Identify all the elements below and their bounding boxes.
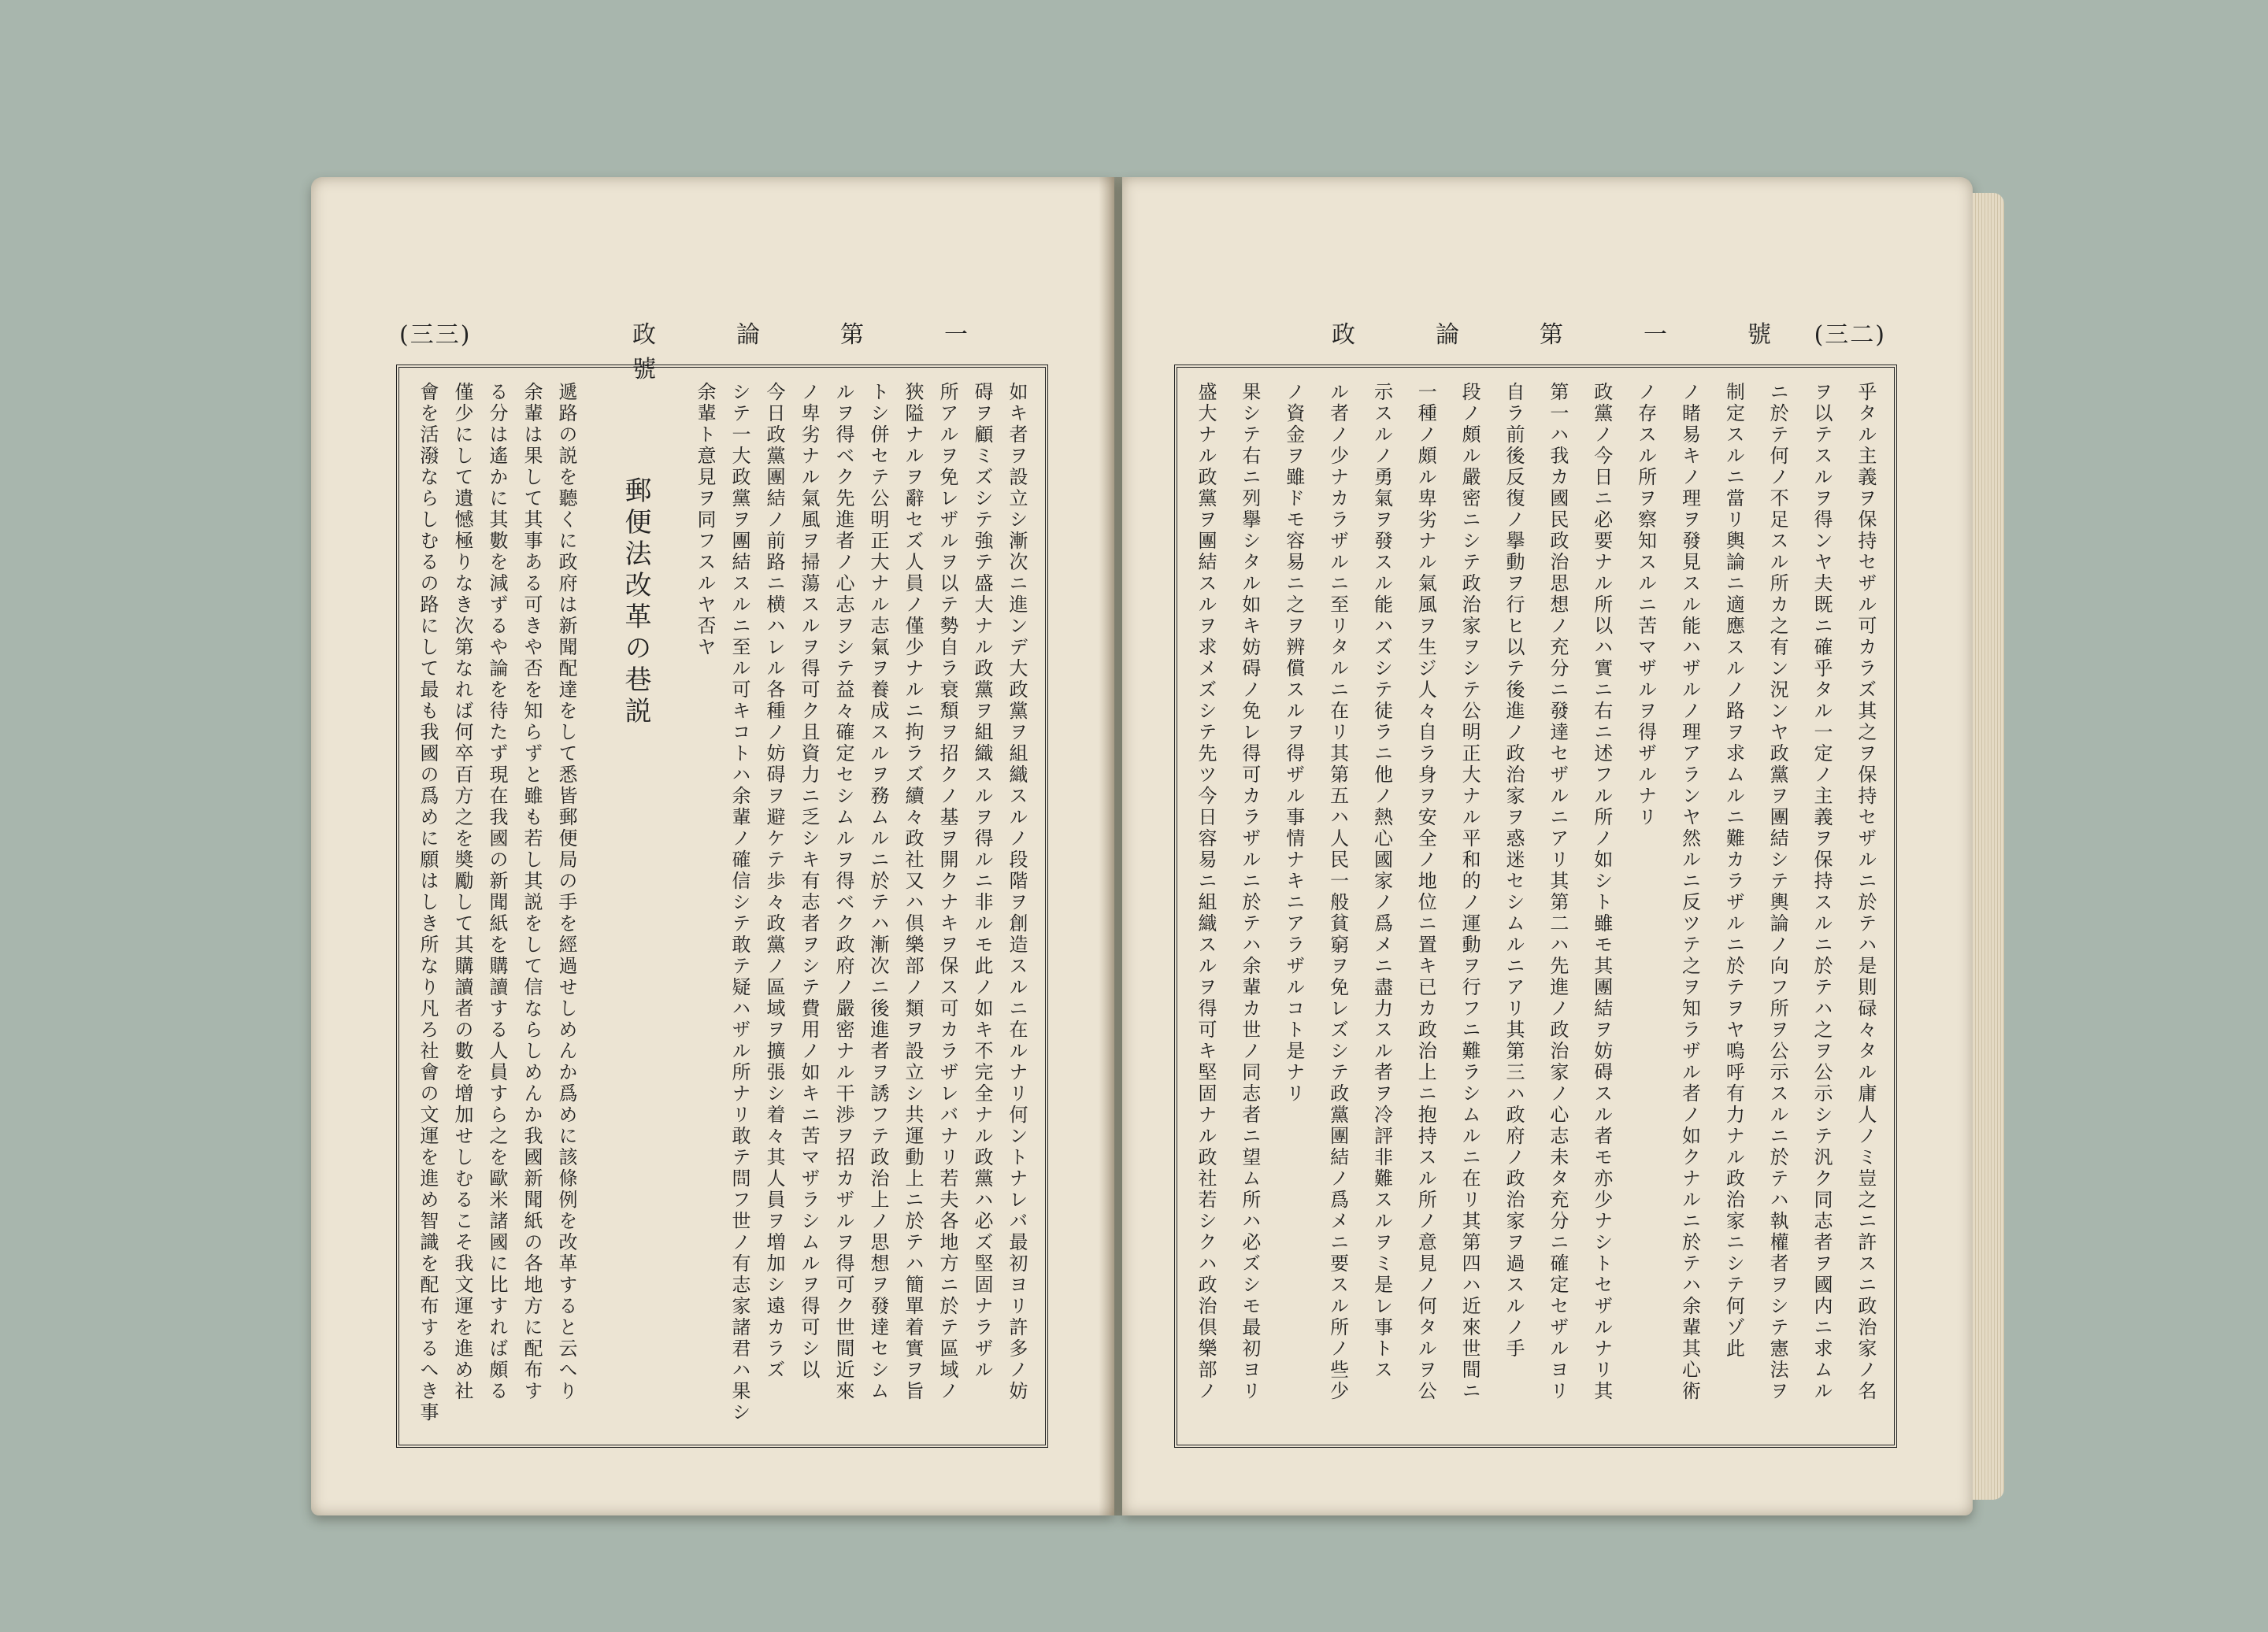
blank-column (584, 382, 618, 1430)
text-column: 今日政黨團結ノ前路ニ横ハレル各種ノ妨碍ヲ避ケテ歩々政黨ノ區域ヲ擴張シ着々其人員ヲ増加シ遠カラズ (763, 382, 785, 1381)
text-column: 余輩ト意見ヲ同フスルヤ否ヤ (694, 382, 716, 658)
left-text-columns (410, 382, 1034, 1430)
page-number: (三三) (399, 321, 472, 349)
journal-title: 政 論 第 一 號 (1332, 321, 1799, 349)
text-column: 盛大ナル政黨ヲ團結スルヲ求メズシテ先ツ今日容易ニ組織スルヲ得可キ堅固ナル政社若シクハ政治倶樂部ノ (1195, 382, 1217, 1402)
page-number: (三二) (1814, 321, 1886, 349)
text-column: 僅少にして遺憾極りなき次第なれば何卒百方之を奬勵して其購讀者の數を增加せしむるこそ我文運を進め社 (451, 382, 473, 1402)
text-column: 碍ヲ顧ミズシテ強テ盛大ナル政黨ヲ組織スルヲ得ルニ非ルモ此ノ如キ不完全ナル政黨ハ必ズ堅固ナラザル (971, 382, 993, 1381)
right-text-frame (1174, 365, 1897, 1448)
text-column: ノ卑劣ナル氣風ヲ掃蕩スルヲ得可ク且資力ニ乏シキ有志者ヲシテ費用ノ如キニ苦マザラシムルヲ得可シ以 (798, 382, 820, 1381)
text-column: 果シテ右ニ列擧シタル如キ妨碍ノ免レ得可カラザルニ於テハ余輩カ世ノ同志者ニ望ム所ハ必ズシモ最初ヨリ (1238, 382, 1261, 1402)
text-column: 制定スルニ當リ輿論ニ適應スルノ路ヲ求ムルニ難カラザルニ於テヲヤ嗚呼有力ナル政治家ニシテ何ゾ此 (1722, 382, 1745, 1360)
text-column: 余輩は果して其事ある可きや否を知らずと雖も若し其説をして信ならしめんか我國新聞紙の各地方に配布す (521, 382, 543, 1402)
text-column: 會を活潑ならしむるの路にして最も我國の爲めに願はしき所なり凡ろ社會の文運を進め智識を配布するへき事 (417, 382, 439, 1423)
text-column: 乎タル主義ヲ保持セザル可カラズ其之ヲ保持セザルニ於テハ是則碌々タル庸人ノミ豈之ニ許スニ政治家ノ名 (1854, 382, 1877, 1402)
text-column: 示スルノ勇氣ヲ發スル能ハズシテ徒ラニ他ノ熱心國家ノ爲メニ盡力スル者ヲ冷評非難スルヲミ是レ事トス (1370, 382, 1393, 1381)
text-column: 所アルヲ免レザルヲ以テ勢自ラ衰頽ヲ招クノ基ヲ開クナキヲ保ス可カラザレバナリ若夫各地方ニ於テ區域ノ (936, 382, 958, 1402)
blank-column (653, 382, 687, 1430)
text-column: 遞路の説を聽くに政府は新聞配達をして悉皆郵便局の手を經過せしめんか爲めに該條例を改革すると云へり (555, 382, 577, 1402)
text-column: 段ノ頗ル嚴密ニシテ政治家ヲシテ公明正大ナル平和的ノ運動ヲ行フニ難ラシムルニ在リ其第四ハ近來世間ニ (1458, 382, 1481, 1402)
text-column: 一種ノ頗ル卑劣ナル氣風ヲ生ジ人々自ラ身ヲ安全ノ地位ニ置キ已カ政治上ニ抱持スル所ノ意見ノ何タルヲ公 (1414, 382, 1437, 1402)
journal-title: 政 論 第 一 號 (632, 321, 1048, 383)
text-column: トシ併セテ公明正大ナル志氣ヲ養成スルヲ務ムルニ於テハ漸次ニ後進者ヲ誘フテ政治上ノ思想ヲ發達セシム (867, 382, 889, 1402)
right-page-header (1174, 315, 1891, 362)
left-page (311, 177, 1114, 1515)
text-column: ノ存スル所ヲ察知スルニ苦マザルヲ得ザルナリ (1634, 382, 1657, 828)
text-column: 如キ者ヲ設立シ漸次ニ進ンデ大政黨ヲ組織スルノ段階ヲ創造スルニ在ルナリ何ントナレバ最初ヨリ許多ノ妨 (1006, 382, 1028, 1402)
right-page (1122, 177, 1973, 1515)
text-column: 自ラ前後反復ノ擧動ヲ行ヒ以テ後進ノ政治家ヲ惑迷セシムルニアリ其第三ハ政府ノ政治家ヲ過スルノ手 (1503, 382, 1525, 1360)
text-column: ヲ以テスルヲ得ンヤ夫既ニ確乎タル一定ノ主義ヲ保持スルニ於テハ之ヲ公示シテ汎ク同志者ヲ國内ニ求ムル (1810, 382, 1833, 1402)
text-column: 第一ハ我カ國民政治思想ノ充分ニ發達セザルニアリ其第二ハ先進ノ政治家ノ心志未タ充分ニ確定セザルヨリ (1546, 382, 1569, 1402)
text-column: 狹隘ナルヲ辭セズ人員ノ僅少ナルニ拘ラズ續々政社又ハ倶樂部ノ類ヲ設立シ共運動上ニ於テハ簡單着實ヲ旨 (902, 382, 924, 1402)
text-column: ノ資金ヲ雖ドモ容易ニ之ヲ辨償スルヲ得ザル事情ナキニアラザルコト是ナリ (1282, 382, 1305, 1105)
text-column: ル者ノ少ナカラザルニ至リタルニ在リ其第五ハ人民一般貧窮ヲ免レズシテ政黨團結ノ爲メニ要スル所ノ些少 (1326, 382, 1349, 1402)
text-column: ルヲ得ベク先進者ノ心志ヲシテ益々確定セシムルヲ得ベク政府ノ嚴密ナル干渉ヲ招カザルヲ得可ク世間近來 (832, 382, 854, 1402)
left-page-header (396, 315, 1048, 383)
text-column: ニ於テ何ノ不足スル所カ之有ン況ンヤ政黨ヲ團結シテ輿論ノ向フ所ヲ公示スルニ於テハ執權者ヲシテ憲法ヲ (1766, 382, 1789, 1402)
right-text-columns (1188, 382, 1883, 1430)
text-column: 政黨ノ今日ニ必要ナル所以ハ實ニ右ニ述フル所ノ如シト雖モ其團結ヲ妨碍スル者モ亦少ナシトセザルナリ其 (1590, 382, 1613, 1402)
left-text-frame (396, 365, 1048, 1448)
text-column: る分は遙かに其數を減ずるや論を待たず現在我國の新聞紙を購讀する人員すら之を歐米諸國に比すれば頗る (486, 382, 508, 1402)
text-column: ノ睹易キノ理ヲ發見スル能ハザルノ理アランヤ然ルニ反ツテ之ヲ知ラザル者ノ如クナルニ於テハ余輩其心術 (1678, 382, 1701, 1402)
open-book (311, 177, 1973, 1515)
article-title: 郵便法改革の巷説 (620, 476, 651, 728)
text-column: シテ一大政黨ヲ團結スルニ至ル可キコトハ余輩ノ確信シテ敢テ疑ハザル所ナリ敢テ問フ世ノ有志家諸君ハ果シ (728, 382, 750, 1423)
page-edges (1973, 193, 2004, 1500)
